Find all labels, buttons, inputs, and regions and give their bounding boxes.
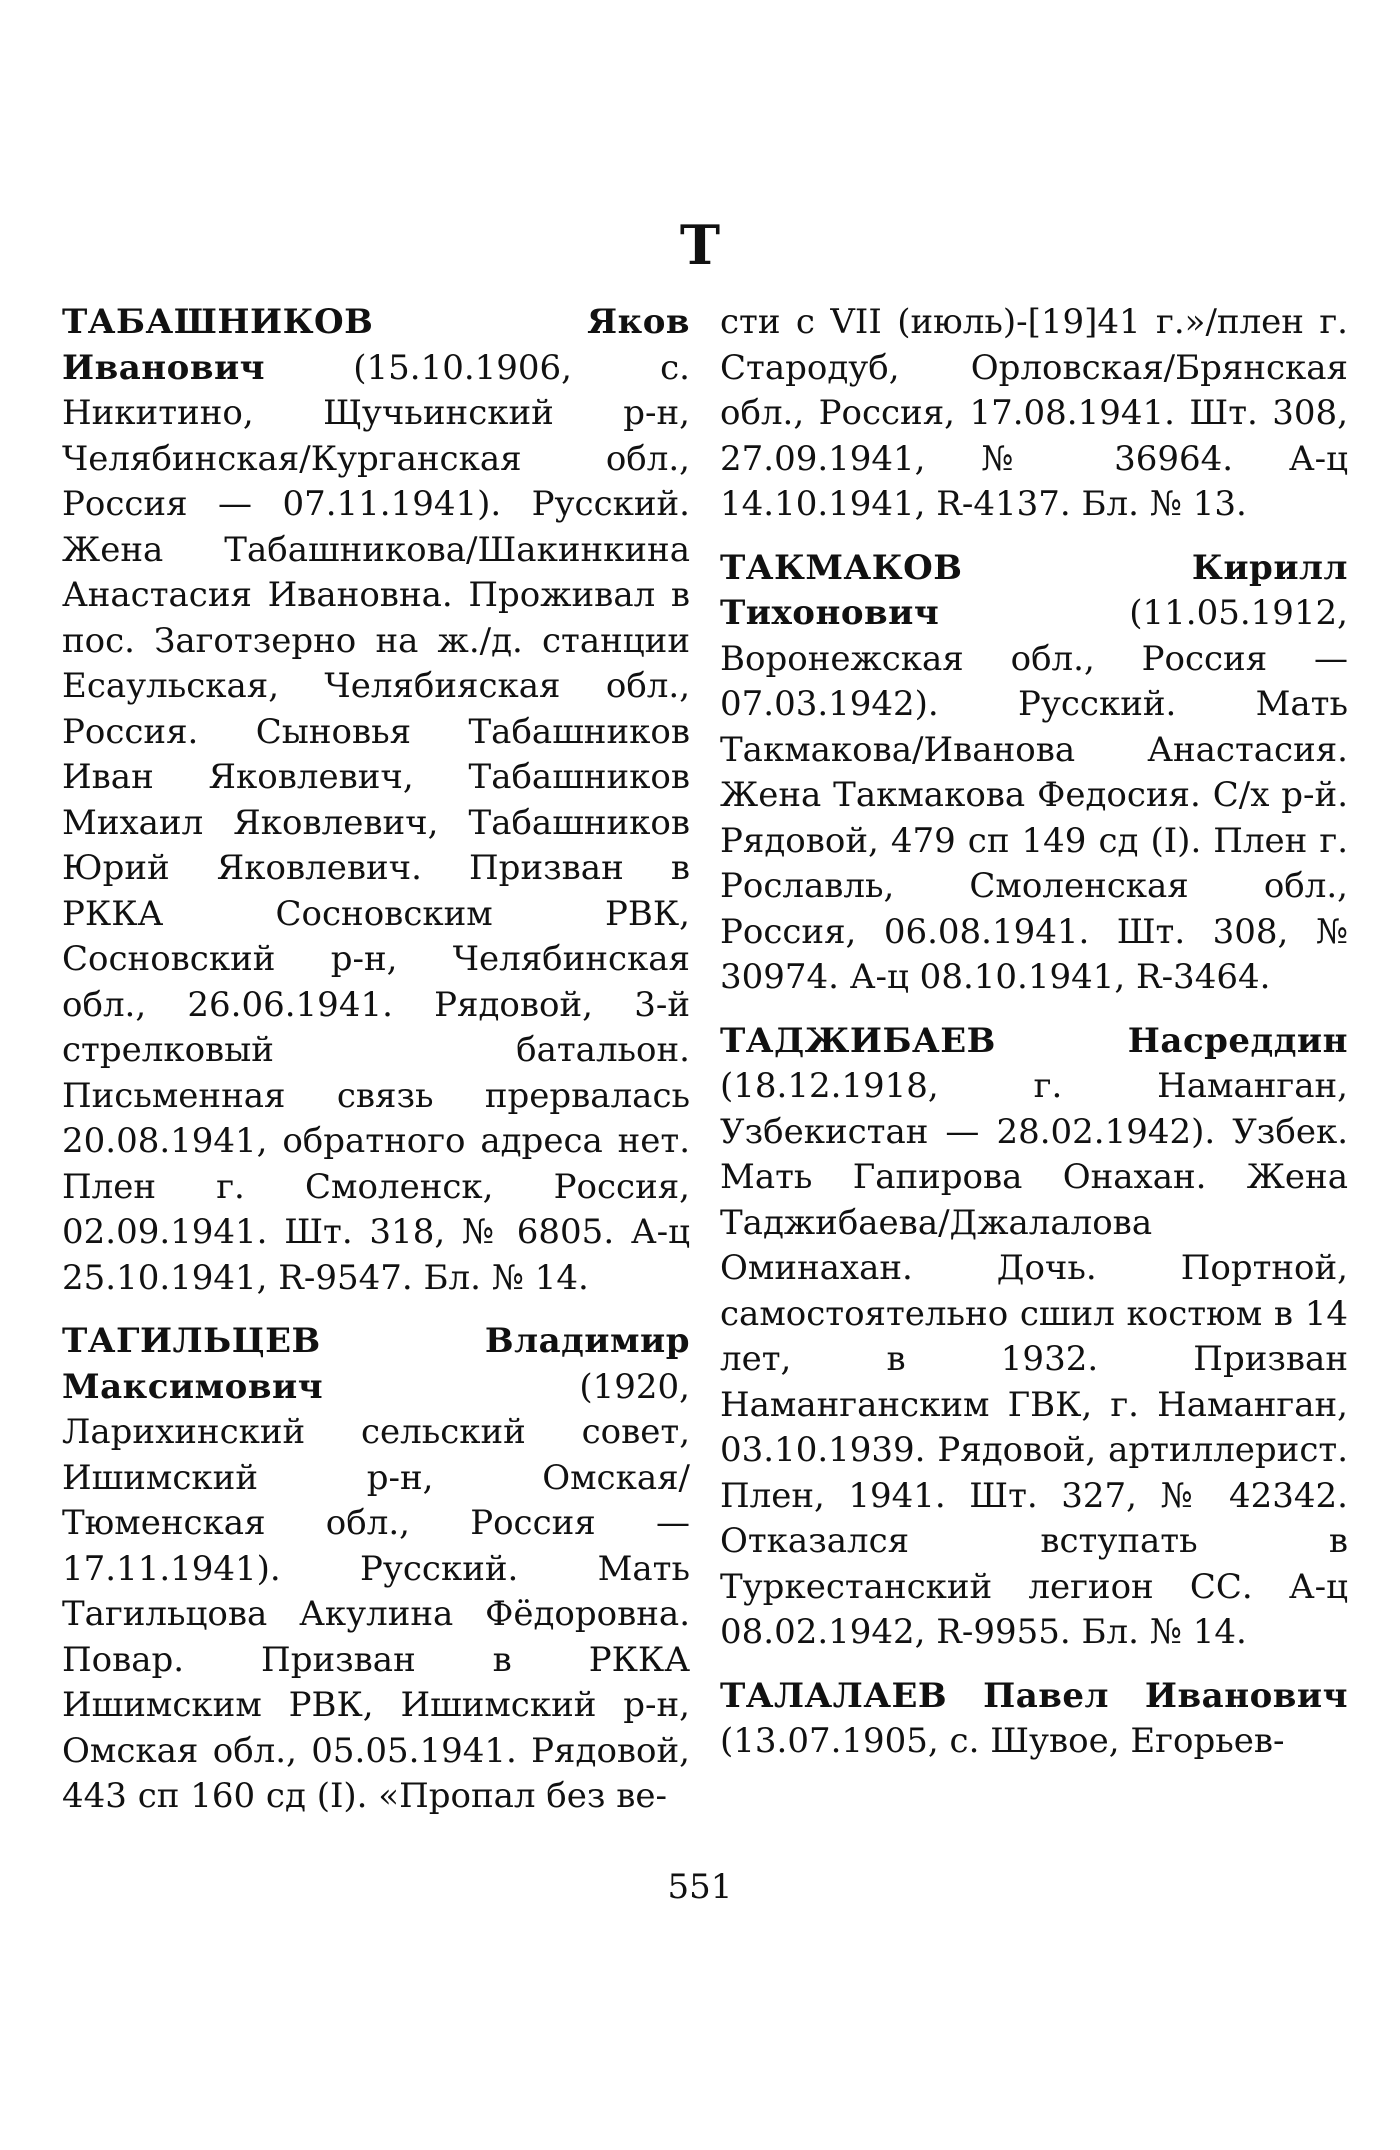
entry-continuation (720, 300, 1348, 528)
right-column (720, 300, 1348, 1783)
entry-name: ТАЛАЛАЕВ Павел Иванович (720, 1675, 1348, 1716)
entry-text: (1920, Ларихинский сельский совет, Ишимский р-н, Омская/Тюменская обл., Россия — 17.11.1941). Русский. Мать Тагильцова Акулина Фёдоровна. Повар. Призван в РККА Ишимским РВК, Ишимский р-н, Омская обл., 05.05.1941. Рядовой, 443 сп 160 сд (I). «Пропал без ве- (62, 1366, 690, 1816)
entry-name: ТАГИЛЬЦЕВ Владимир Максимович (62, 1321, 690, 1407)
entry (62, 300, 690, 1301)
entry-text: (11.05.1912, Воронежская обл., Россия — 07.03.1942). Русский. Мать Такмакова/Иванова Анастасия. Жена Такмакова Федосия. С/х р-й. Рядовой, 479 сп 149 сд (I). Плен г. Рославль, Смоленская обл., Россия, 06.08.1941. Шт. 308, № 30974. А-ц 08.10.1941, R-3464. (720, 593, 1348, 997)
entry-name: ТАБАШНИКОВ Яков Иванович (62, 302, 690, 388)
entry-text: сти с VII (июль)-[19]41 г.»/плен г. Стародуб, Орловская/Брянская обл., Россия, 17.08.1941. Шт. 308, 27.09.1941, № 36964. А-ц 14.10.1941, R-4137. Бл. № 13. (720, 302, 1348, 524)
section-letter: Т (679, 213, 721, 277)
entry-text: (15.10.1906, с. Никитино, Щучьинский р-н, Челябинская/Курганская обл., Россия — 07.11.1941). Русский. Жена Табашникова/Шакинкина Анастасия Ивановна. Проживал в пос. Заготзерно на ж./д. станции Есаульская, Челябияская обл., Россия. Сыновья Табашников Иван Яковлевич, Табашников Михаил Яковлевич, Табашников Юрий Яковлевич. Призван в РККА Сосновским РВК, Сосновский р-н, Челябинская обл., 26.06.1941. Рядовой, 3-й стрелковый батальон. Письменная связь прервалась 20.08.1941, обратного адреса нет. Плен г. Смоленск, Россия, 02.09.1941. Шт. 318, № 6805. А-ц 25.10.1941, R-9547. Бл. № 14. (62, 347, 690, 1298)
entry (720, 546, 1348, 1001)
entry-name: ТАКМАКОВ Кирилл Тихонович (720, 547, 1348, 633)
entry-text: (13.07.1905, с. Шувое, Егорьев- (720, 1721, 1285, 1761)
entry (720, 1674, 1348, 1765)
entry (62, 1319, 690, 1820)
entry (720, 1019, 1348, 1656)
entry-text: (18.12.1918, г. Наманган, Узбекистан — 28.02.1942). Узбек. Мать Гапирова Онахан. Жена Таджибаева/Джалалова Оминахан. Дочь. Портной, самостоятельно сшил костюм в 14 лет, в 1932. Призван Наманганским ГВК, г. Наманган, 03.10.1939. Рядовой, артиллерист. Плен, 1941. Шт. 327, № 42342. Отказался вступать в Туркестанский легион СС. А-ц 08.02.1942, R-9955. Бл. № 14. (720, 1066, 1348, 1652)
entry-name: ТАДЖИБАЕВ Насреддин (720, 1020, 1348, 1061)
left-column (62, 300, 690, 1838)
page-number: 551 (667, 1867, 733, 1907)
